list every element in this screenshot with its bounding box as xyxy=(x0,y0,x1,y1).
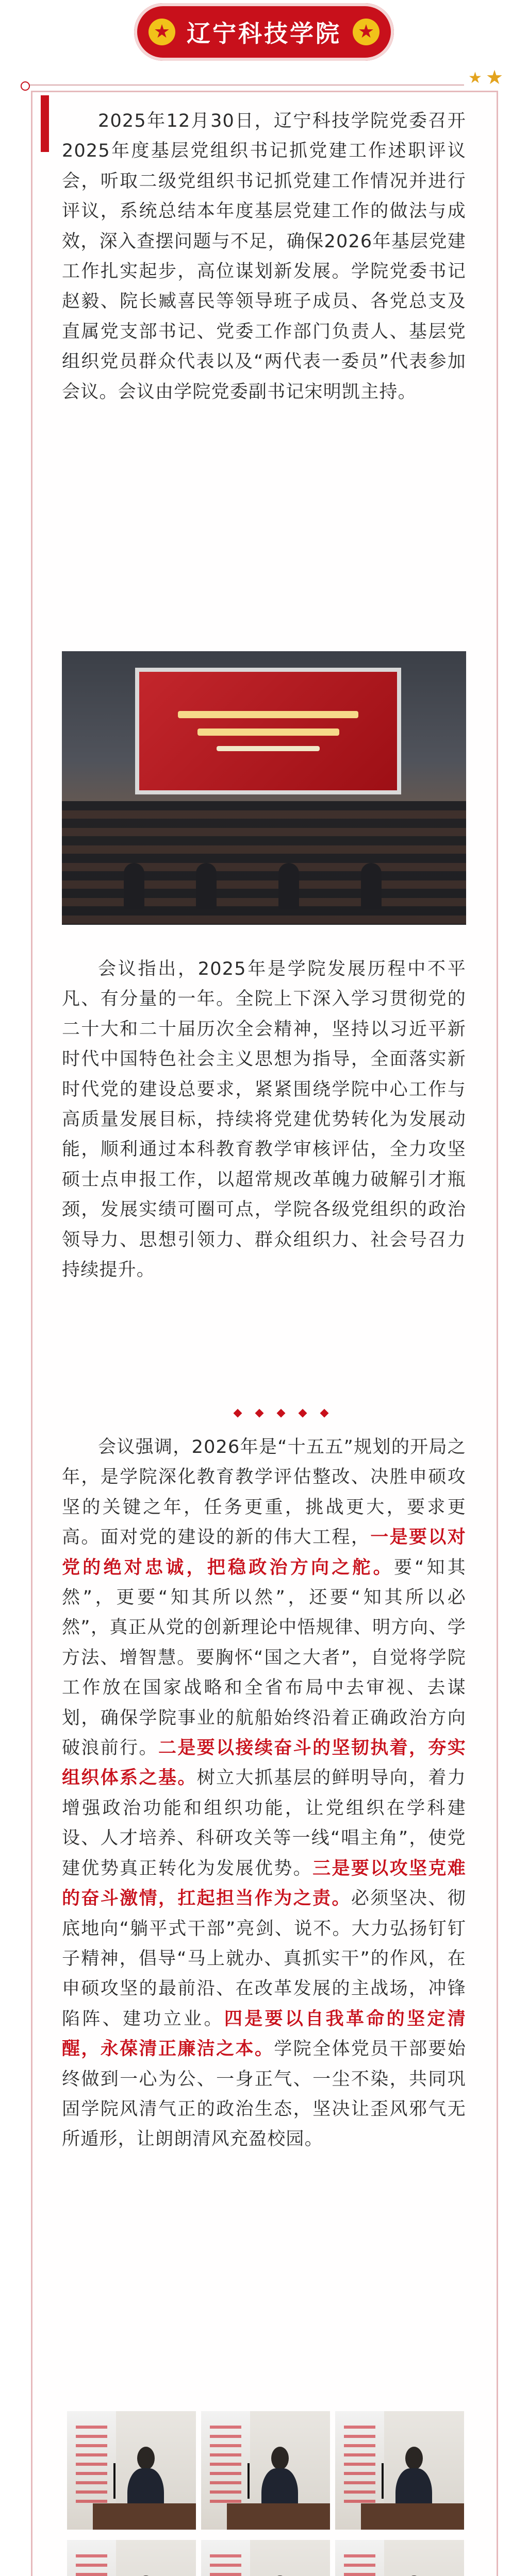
header-divider xyxy=(21,66,510,87)
header-banner xyxy=(134,3,394,61)
divider-dot xyxy=(21,81,30,91)
screen-text-line xyxy=(178,711,358,718)
highlight-point-2: 二是要以接续奋斗的坚韧执着，夯实组织体系之基。 xyxy=(62,1738,466,1789)
divider-line xyxy=(21,84,464,86)
speaker-photo xyxy=(67,2540,196,2576)
stage-screen xyxy=(139,672,397,790)
text-run: 树立大抓基层的鲜明导向，着力增强政治功能和组织功能，让党组织在学科建设、人才培养、科研攻关等一线“唱主角”，使党建优势真正转化为发展优势。 xyxy=(62,1768,466,1879)
audience-person xyxy=(196,863,217,909)
highlight-point-3: 三是要以攻坚克难的奋斗激情，扛起担当作为之责。 xyxy=(62,1858,466,1909)
star-icon xyxy=(353,19,380,45)
star-icon xyxy=(148,19,175,45)
star-glyph: ★ xyxy=(153,21,171,42)
paragraph-intro: 2025年12月30日，辽宁科技学院党委召开2025年度基层党组织书记抓党建工作述职评议会，听取二级党组织书记抓党建工作情况并进行评议，系统总结本年度基层党建工作的做法与成效，深入查摆问题与不足，确保2026年基层党建工作扎实起步，高位谋划新发展。学院党委书记赵毅、院长臧喜民等领导班子成员、各党总支及直属党支部书记、党委工作部门负责人、基层党组织党员群众代表以及“两代表一委员”代表参加会议。会议由学院党委副书记宋明凯主持。 xyxy=(62,111,466,402)
paragraph-emphasis xyxy=(62,1432,466,2155)
star-glyph: ★ xyxy=(357,21,375,42)
audience-person xyxy=(361,863,382,909)
star-icon: ★ xyxy=(468,69,482,87)
text-run: 必须坚决、彻底地向“躺平式干部”亮剑、说不。大力弘扬钉钉子精神，倡导“马上就办、真抓实干”的作风，在申硕攻坚的最前沿、在改革发展的主战场，冲锋陷阵、建功立业。 xyxy=(62,1888,466,2029)
screen-text-line xyxy=(217,746,320,751)
text-run: 学院全体党员干部要始终做到一心为公、一身正气、一尘不染，共同巩固学院风清气正的政治生态，坚决让歪风邪气无所遁形，让朗朗清风充盈校园。 xyxy=(62,2039,466,2150)
audience-person xyxy=(278,863,299,909)
audience-person xyxy=(124,863,144,909)
paragraph-summary: 会议指出，2025年是学院发展历程中不平凡、有分量的一年。全院上下深入学习贯彻党的二十大和二十届历次全会精神，坚持以习近平新时代中国特色社会主义思想为指导，全面落实新时代党的建设总要求，紧紧围绕学院中心工作与高质量发展目标，持续将党建优势转化为发展动能，顺利通过本科教育教学审核评估，全力攻坚硕士点申报工作，以超常规改革魄力破解引才瓶颈，发展实绩可圈可点，学院各级党组织的政治领导力、思想引领力、群众组织力、社会号召力持续提升。 xyxy=(62,959,466,1281)
audience-rows xyxy=(62,801,466,925)
highlight-point-1: 一是要以对党的绝对忠诚，把稳政治方向之舵。 xyxy=(62,1527,466,1578)
star-icon: ★ xyxy=(486,66,504,89)
text-run: 会议强调，2026年是“十五五”规划的开局之年，是学院深化教育教学评估整改、决胜申硕攻坚的关键之年，任务更重，挑战更大，要求更高。面对党的建设的新的伟大工程， xyxy=(62,1437,466,1548)
speaker-photo xyxy=(201,2540,330,2576)
highlight-point-4: 四是要以自我革命的坚定清醒，永葆清正廉洁之本。 xyxy=(62,2008,466,2060)
screen-text-line xyxy=(197,728,339,736)
page-title: 辽宁科技学院 xyxy=(187,20,341,47)
speaker-photo xyxy=(335,2540,464,2576)
text-run: 要“知其然”，更要“知其所以然”，还要“知其所以必然”，真正从党的创新理论中悟规律、明方向、学方法、增智慧。要胸怀“国之大者”，自觉将学院工作放在国家战略和全省布局中去审视、去谋划，确保学院事业的航船始终沿着正确政治方向破浪前行。 xyxy=(62,1557,467,1759)
content-card xyxy=(31,91,498,2576)
speaker-photo xyxy=(67,2411,196,2530)
section-ornament xyxy=(235,1410,327,1417)
decorative-bar xyxy=(41,95,49,152)
speaker-photo xyxy=(335,2411,464,2530)
meeting-hall-photo xyxy=(62,651,466,925)
speaker-photo xyxy=(201,2411,330,2530)
